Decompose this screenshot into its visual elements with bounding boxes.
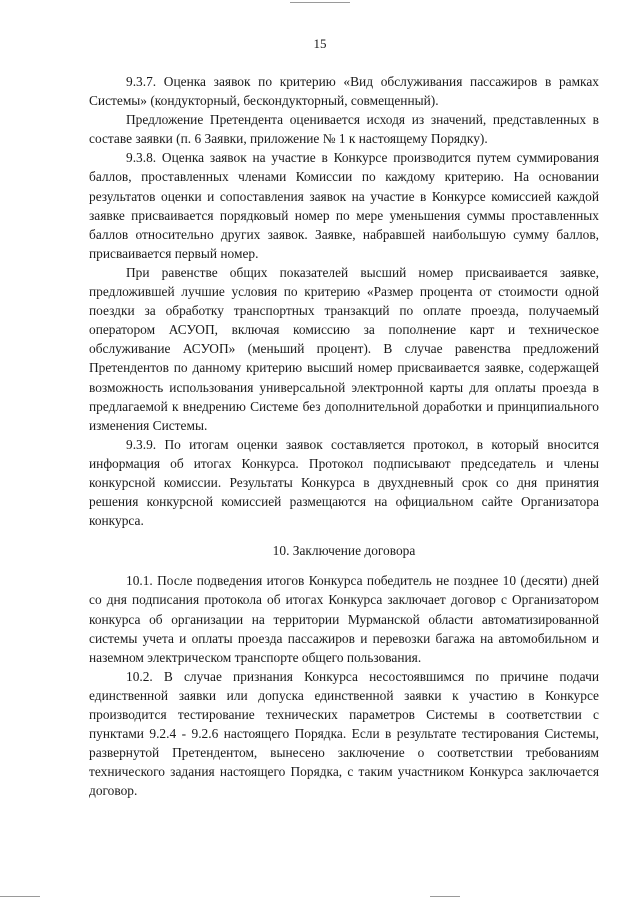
document-body: [89, 72, 599, 800]
paragraph-9-3-9: 9.3.9. По итогам оценки заявок составляется протокол, в который вносится информация об итогах Конкурса. Протокол подписывают председатель и члены конкурсной комиссии. Результаты Конкурса в двухдневный срок со дня принятия решения конкурсной комиссией размещаются на официальном сайте Организатора конкурса.: [89, 436, 599, 529]
scan-edge-mark-bottom-right: [430, 896, 460, 897]
paragraph-10-1: 10.1. После подведения итогов Конкурса победитель не позднее 10 (десяти) дней со дня подписания протокола об итогах Конкурса заключает договор с Организатором конкурса об организации на территории Мурманской области автоматизированной системы учета и оплаты проезда пассажиров и перевозки багажа на автомобильном и наземном электрическом транспорте общего пользования.: [89, 573, 599, 665]
paragraph-proposal-evaluation: Предложение Претендента оценивается исходя из значений, представленных в составе заявки (п. 6 Заявки, приложение № 1 к настоящему Порядку).: [89, 112, 599, 147]
paragraph-9-3-7: 9.3.7. Оценка заявок по критерию «Вид обслуживания пассажиров в рамках Системы» (кондукторный, бескондукторный, совмещенный).: [89, 74, 599, 109]
paragraph-10-2: 10.2. В случае признания Конкурса несостоявшимся по причине подачи единственной заявки или допуска единственной заявки к участию в Конкурсе производится тестирование технических параметров Системы в соответствии с пунктами 9.2.4 - 9.2.6 настоящего Порядка. Если в результате тестирования Системы, развернутой Претендентом, вынесено заключение о соответствии требованиям технического задания настоящего Порядка, с таким участником Конкурса заключается договор.: [89, 668, 599, 799]
page-number: 15: [313, 36, 327, 51]
paragraph-tie-rule: При равенстве общих показателей высший номер присваивается заявке, предложившей лучшие условия по критерию «Размер процента от стоимости одной поездки за обработку транспортных транзакций по оплате проезда, получаемый оператором АСУОП, включая комиссию за пополнение карт и техническое обслуживание АСУОП» (меньший процент). В случае равенства предложений Претендентов по данному критерию высший номер присваивается заявке, содержащей возможность использования универсальной электронной карты для оплаты проезда в предлагаемой к внедрению Системе без дополнительной доработки и принципиального изменения Системы.: [89, 264, 599, 433]
section-title: 10. Заключение договора: [272, 543, 416, 559]
scan-edge-mark-top: [290, 2, 350, 3]
scan-edge-mark-bottom-left: [0, 896, 40, 897]
paragraph-9-3-8: 9.3.8. Оценка заявок на участие в Конкурсе производится путем суммирования баллов, проставленных членами Комиссии по каждому критерию. На основании результатов оценки и сопоставления заявок на участие в Конкурсе комиссией каждой заявке присваивается порядковый номер по мере уменьшения суммы проставленных баллов относительно других заявок. Заявке, набравшей наибольшую сумму баллов, присваивается первый номер.: [89, 150, 599, 261]
